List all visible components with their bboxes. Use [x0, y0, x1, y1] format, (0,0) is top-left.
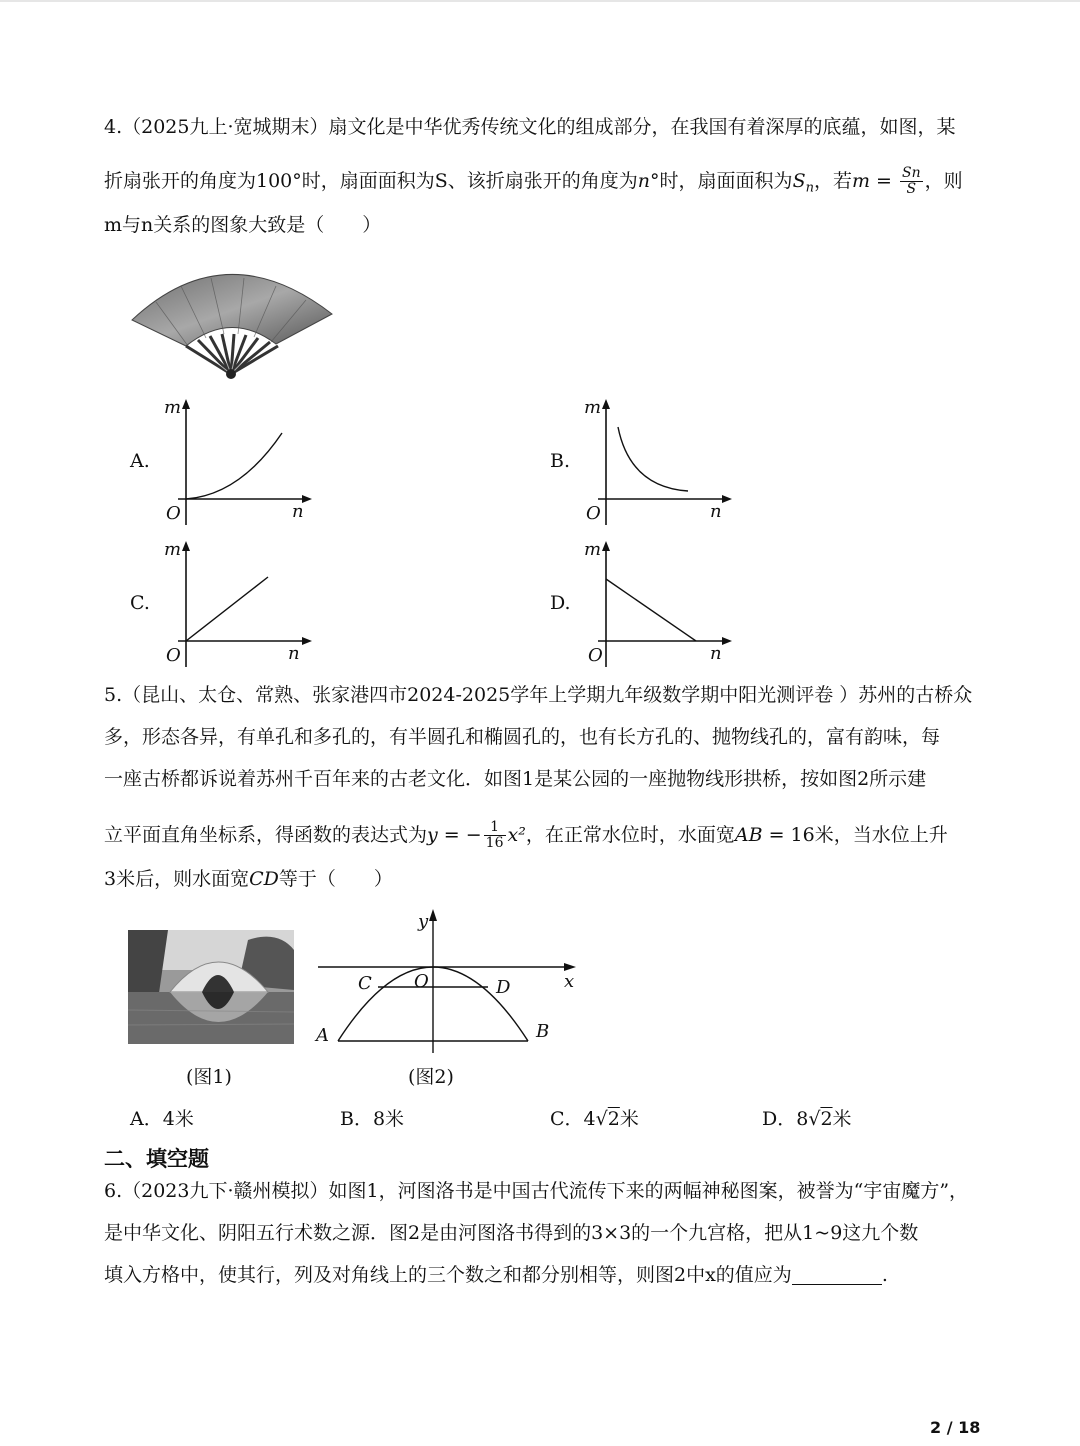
- origin-label: O: [586, 503, 601, 524]
- q5-line-1: 5.（昆山、太仓、常熟、张家港四市2024-2025学年上学期九年级数学期中阳光测评卷 ）苏州的古桥众: [104, 684, 973, 706]
- option-value: 8米: [372, 1108, 405, 1130]
- q4-sub-n: n: [805, 180, 814, 196]
- option-d-label: D.: [550, 592, 571, 614]
- q5-line-3: 一座古桥都诉说着苏州千百年来的古老文化．如图1是某公园的一座抛物线形拱桥，按如图2所示建: [104, 768, 927, 790]
- fraction-numerator: Sn: [902, 165, 921, 181]
- q5-text: 等于（ ）: [278, 868, 393, 890]
- q5-line-2: 多，形态各异，有单孔和多孔的，有半圆孔和椭圆孔的，也有长方孔的、抛物线孔的，富有韵味，每: [104, 726, 941, 748]
- axis-label-n: n: [292, 501, 304, 522]
- option-letter: B．: [340, 1108, 373, 1130]
- axis-label-m: m: [584, 397, 602, 418]
- axis-label-m: m: [164, 397, 182, 418]
- point-b-label: B: [536, 1021, 550, 1042]
- q4-var-s: S: [792, 169, 806, 192]
- option-value: 8: [796, 1108, 809, 1130]
- q4-line-3: m与n关系的图象大致是（ ）: [104, 214, 382, 236]
- q4-text: 折扇张开的角度为100°时，扇面面积为S、该折扇张开的角度为: [104, 169, 638, 192]
- q4-fraction: [900, 166, 923, 198]
- q5-var-x: x²: [507, 823, 526, 846]
- q5-text: ，在正常水位时，水面宽: [525, 823, 735, 846]
- graph-b: [580, 395, 740, 530]
- q5-var-ab: AB: [734, 823, 763, 846]
- parabola-diagram: [310, 905, 590, 1055]
- axis-label-n: n: [288, 643, 300, 664]
- q4-eq: =: [870, 169, 899, 192]
- folding-fan-image: [126, 262, 336, 382]
- graph-c: [160, 537, 320, 672]
- q5-var-cd: CD: [249, 868, 279, 890]
- q5-line-4: [104, 820, 948, 852]
- section-heading: 二、填空题: [104, 1147, 209, 1171]
- q6-text: 填入方格中，使其行，列及对角线上的三个数之和都分别相等，则图2中x的值应为: [104, 1264, 792, 1286]
- q6-line-1: 6.（2023九下·赣州模拟）如图1，河图洛书是中国古代流传下来的两幅神秘图案，被誉为“宇宙魔方”，: [104, 1180, 969, 1202]
- q5-line-5: [104, 870, 393, 889]
- figure-2-caption: (图2): [408, 1066, 454, 1088]
- q5-fraction: [484, 820, 506, 852]
- point-d-label: D: [496, 977, 511, 998]
- option-radicand: 2: [607, 1108, 620, 1130]
- q6-line-2: 是中华文化、阴阳五行术数之源．图2是由河图洛书得到的3×3的一个九宫格，把从1~9这九个数: [104, 1222, 919, 1244]
- q5-option-c: C．4√2米: [550, 1108, 639, 1130]
- option-letter: D．: [762, 1108, 797, 1130]
- q4-text: ，若: [813, 169, 852, 192]
- q5-option-b: [340, 1110, 404, 1129]
- figure-1-caption: (图1): [186, 1066, 232, 1088]
- fraction-numerator: 1: [484, 820, 506, 836]
- q4-text: ，则: [924, 169, 963, 192]
- option-unit: 米: [619, 1108, 639, 1130]
- q5-text: = 16米，当水位上升: [762, 823, 948, 846]
- axis-label-x: x: [564, 971, 575, 992]
- q4-line-1: 4.（2025九上·宽城期末）扇文化是中华优秀传统文化的组成部分，在我国有着深厚的底蕴，如图，某: [104, 116, 956, 138]
- axis-label-m: m: [164, 539, 182, 560]
- origin-label: O: [166, 503, 181, 524]
- q5-var-y: y: [427, 823, 438, 846]
- origin-label: O: [414, 971, 429, 992]
- q5-option-d: D．8√2米: [762, 1108, 852, 1130]
- q4-line-2: [104, 166, 963, 198]
- q4-var-m: m: [851, 169, 871, 192]
- q4-text: °时，扇面面积为: [650, 169, 793, 192]
- fraction-denominator: 16: [485, 835, 504, 852]
- q5-text: 3米后，则水面宽: [104, 868, 250, 890]
- point-c-label: C: [358, 973, 372, 994]
- q6-line-3: [104, 1266, 888, 1285]
- q4-var-n: n: [637, 169, 651, 192]
- option-value: 4米: [162, 1108, 194, 1130]
- graph-a: [160, 395, 320, 530]
- origin-label: O: [588, 645, 603, 666]
- origin-label: O: [166, 645, 181, 666]
- bridge-photo: [128, 930, 294, 1044]
- option-b-label: B.: [550, 450, 571, 472]
- axis-label-m: m: [584, 539, 602, 560]
- option-letter: C．: [550, 1108, 584, 1130]
- axis-label-n: n: [710, 501, 722, 522]
- q5-eq: = −: [437, 823, 482, 846]
- option-unit: 米: [832, 1108, 852, 1130]
- page-number: 2 / 18: [930, 1418, 981, 1437]
- axis-label-y: y: [418, 911, 429, 932]
- option-letter: A．: [130, 1108, 163, 1130]
- fraction-denominator: S: [906, 181, 917, 198]
- answer-blank[interactable]: [792, 1266, 882, 1285]
- q5-option-a: [130, 1110, 194, 1129]
- page-top-border: [0, 0, 1080, 2]
- option-radicand: 2: [820, 1108, 833, 1130]
- axis-label-n: n: [710, 643, 722, 664]
- option-a-label: A.: [130, 450, 150, 472]
- option-c-label: C.: [130, 592, 150, 614]
- graph-d: [580, 537, 740, 672]
- option-value: 4: [583, 1108, 596, 1130]
- point-a-label: A: [316, 1025, 329, 1046]
- q6-period: .: [881, 1264, 888, 1286]
- q5-text: 立平面直角坐标系，得函数的表达式为: [104, 823, 428, 846]
